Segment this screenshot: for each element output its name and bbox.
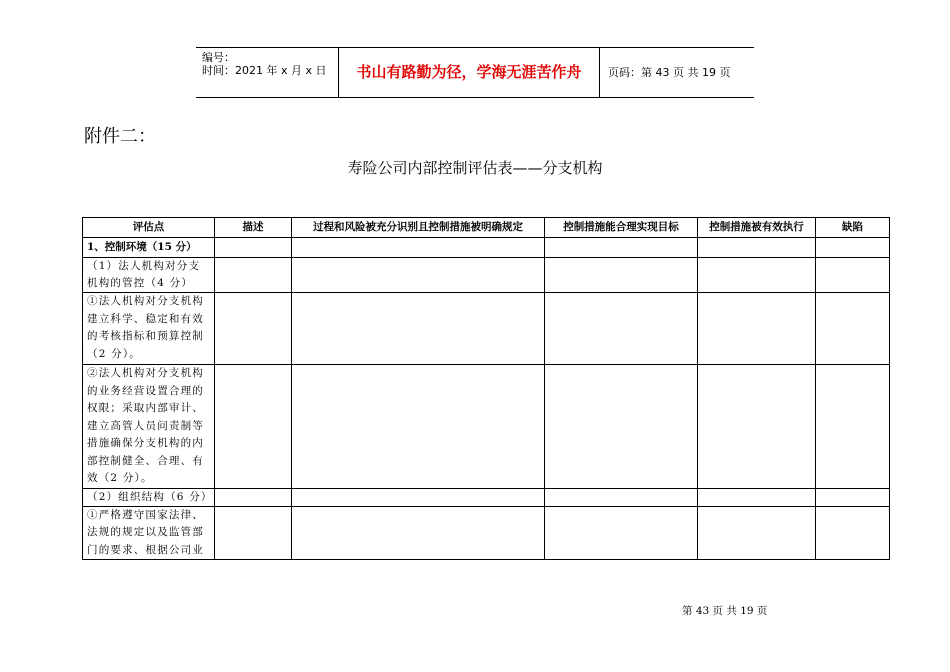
effective-cell[interactable] bbox=[698, 506, 816, 560]
process-risk-cell[interactable] bbox=[292, 258, 545, 293]
reasonable-cell[interactable] bbox=[545, 293, 698, 365]
process-risk-cell[interactable] bbox=[292, 488, 545, 506]
table-row bbox=[83, 488, 890, 506]
description-cell[interactable] bbox=[215, 258, 292, 293]
description-cell[interactable] bbox=[215, 238, 292, 258]
row-label: ①严格遵守国家法律、法规的规定以及监管部门的要求、根据公司业 bbox=[83, 506, 215, 560]
motto-text: 书山有路勤为径，学海无涯苦作舟 bbox=[356, 63, 582, 81]
col-header-effective: 控制措施被有效执行 bbox=[698, 218, 816, 238]
page-footer: 第 43 页 共 19 页 bbox=[682, 605, 768, 617]
table-row bbox=[83, 293, 890, 365]
defect-cell[interactable] bbox=[816, 293, 890, 365]
col-header-process-risk: 过程和风险被充分识别且控制措施被明确规定 bbox=[292, 218, 545, 238]
col-header-eval-point: 评估点 bbox=[83, 218, 215, 238]
col-header-reasonable: 控制措施能合理实现目标 bbox=[545, 218, 698, 238]
page-header bbox=[196, 47, 754, 98]
row-label: （1）法人机构对分支机构的管控（4 分） bbox=[83, 258, 215, 293]
effective-cell[interactable] bbox=[698, 258, 816, 293]
description-cell[interactable] bbox=[215, 488, 292, 506]
process-risk-cell[interactable] bbox=[292, 506, 545, 560]
row-label: （2）组织结构（6 分） bbox=[83, 488, 215, 506]
reasonable-cell[interactable] bbox=[545, 506, 698, 560]
header-motto-cell bbox=[338, 48, 600, 97]
evaluation-table bbox=[82, 217, 890, 560]
row-label: ②法人机构对分支机构的业务经营设置合理的权限；采取内部审计、建立高管人员问责制等措施确保分支机构的内部控制健全、合理、有效（2 分）。 bbox=[83, 365, 215, 489]
table-header-row bbox=[83, 218, 890, 238]
defect-cell[interactable] bbox=[816, 238, 890, 258]
table-row bbox=[83, 258, 890, 293]
row-label: ①法人机构对分支机构建立科学、稳定和有效的考核指标和预算控制（2 分）。 bbox=[83, 293, 215, 365]
col-header-description: 描述 bbox=[215, 218, 292, 238]
time-label: 时间：2021 年 x 月 x 日 bbox=[202, 64, 327, 77]
table-row bbox=[83, 506, 890, 560]
defect-cell[interactable] bbox=[816, 488, 890, 506]
description-cell[interactable] bbox=[215, 365, 292, 489]
document-title: 寿险公司内部控制评估表——分支机构 bbox=[347, 159, 603, 177]
process-risk-cell[interactable] bbox=[292, 293, 545, 365]
effective-cell[interactable] bbox=[698, 488, 816, 506]
effective-cell[interactable] bbox=[698, 293, 816, 365]
reasonable-cell[interactable] bbox=[545, 258, 698, 293]
header-info-cell bbox=[196, 48, 338, 97]
defect-cell[interactable] bbox=[816, 258, 890, 293]
description-cell[interactable] bbox=[215, 506, 292, 560]
reasonable-cell[interactable] bbox=[545, 488, 698, 506]
defect-cell[interactable] bbox=[816, 365, 890, 489]
table-row bbox=[83, 365, 890, 489]
attachment-label: 附件二： bbox=[84, 126, 156, 147]
process-risk-cell[interactable] bbox=[292, 365, 545, 489]
col-header-defect: 缺陷 bbox=[816, 218, 890, 238]
table-row bbox=[83, 238, 890, 258]
number-label: 编号： bbox=[202, 51, 235, 64]
row-label: 1、控制环境（15 分） bbox=[83, 238, 215, 258]
defect-cell[interactable] bbox=[816, 506, 890, 560]
page-number-label: 页码：第 43 页 共 19 页 bbox=[608, 66, 731, 79]
reasonable-cell[interactable] bbox=[545, 238, 698, 258]
effective-cell[interactable] bbox=[698, 365, 816, 489]
reasonable-cell[interactable] bbox=[545, 365, 698, 489]
effective-cell[interactable] bbox=[698, 238, 816, 258]
description-cell[interactable] bbox=[215, 293, 292, 365]
process-risk-cell[interactable] bbox=[292, 238, 545, 258]
